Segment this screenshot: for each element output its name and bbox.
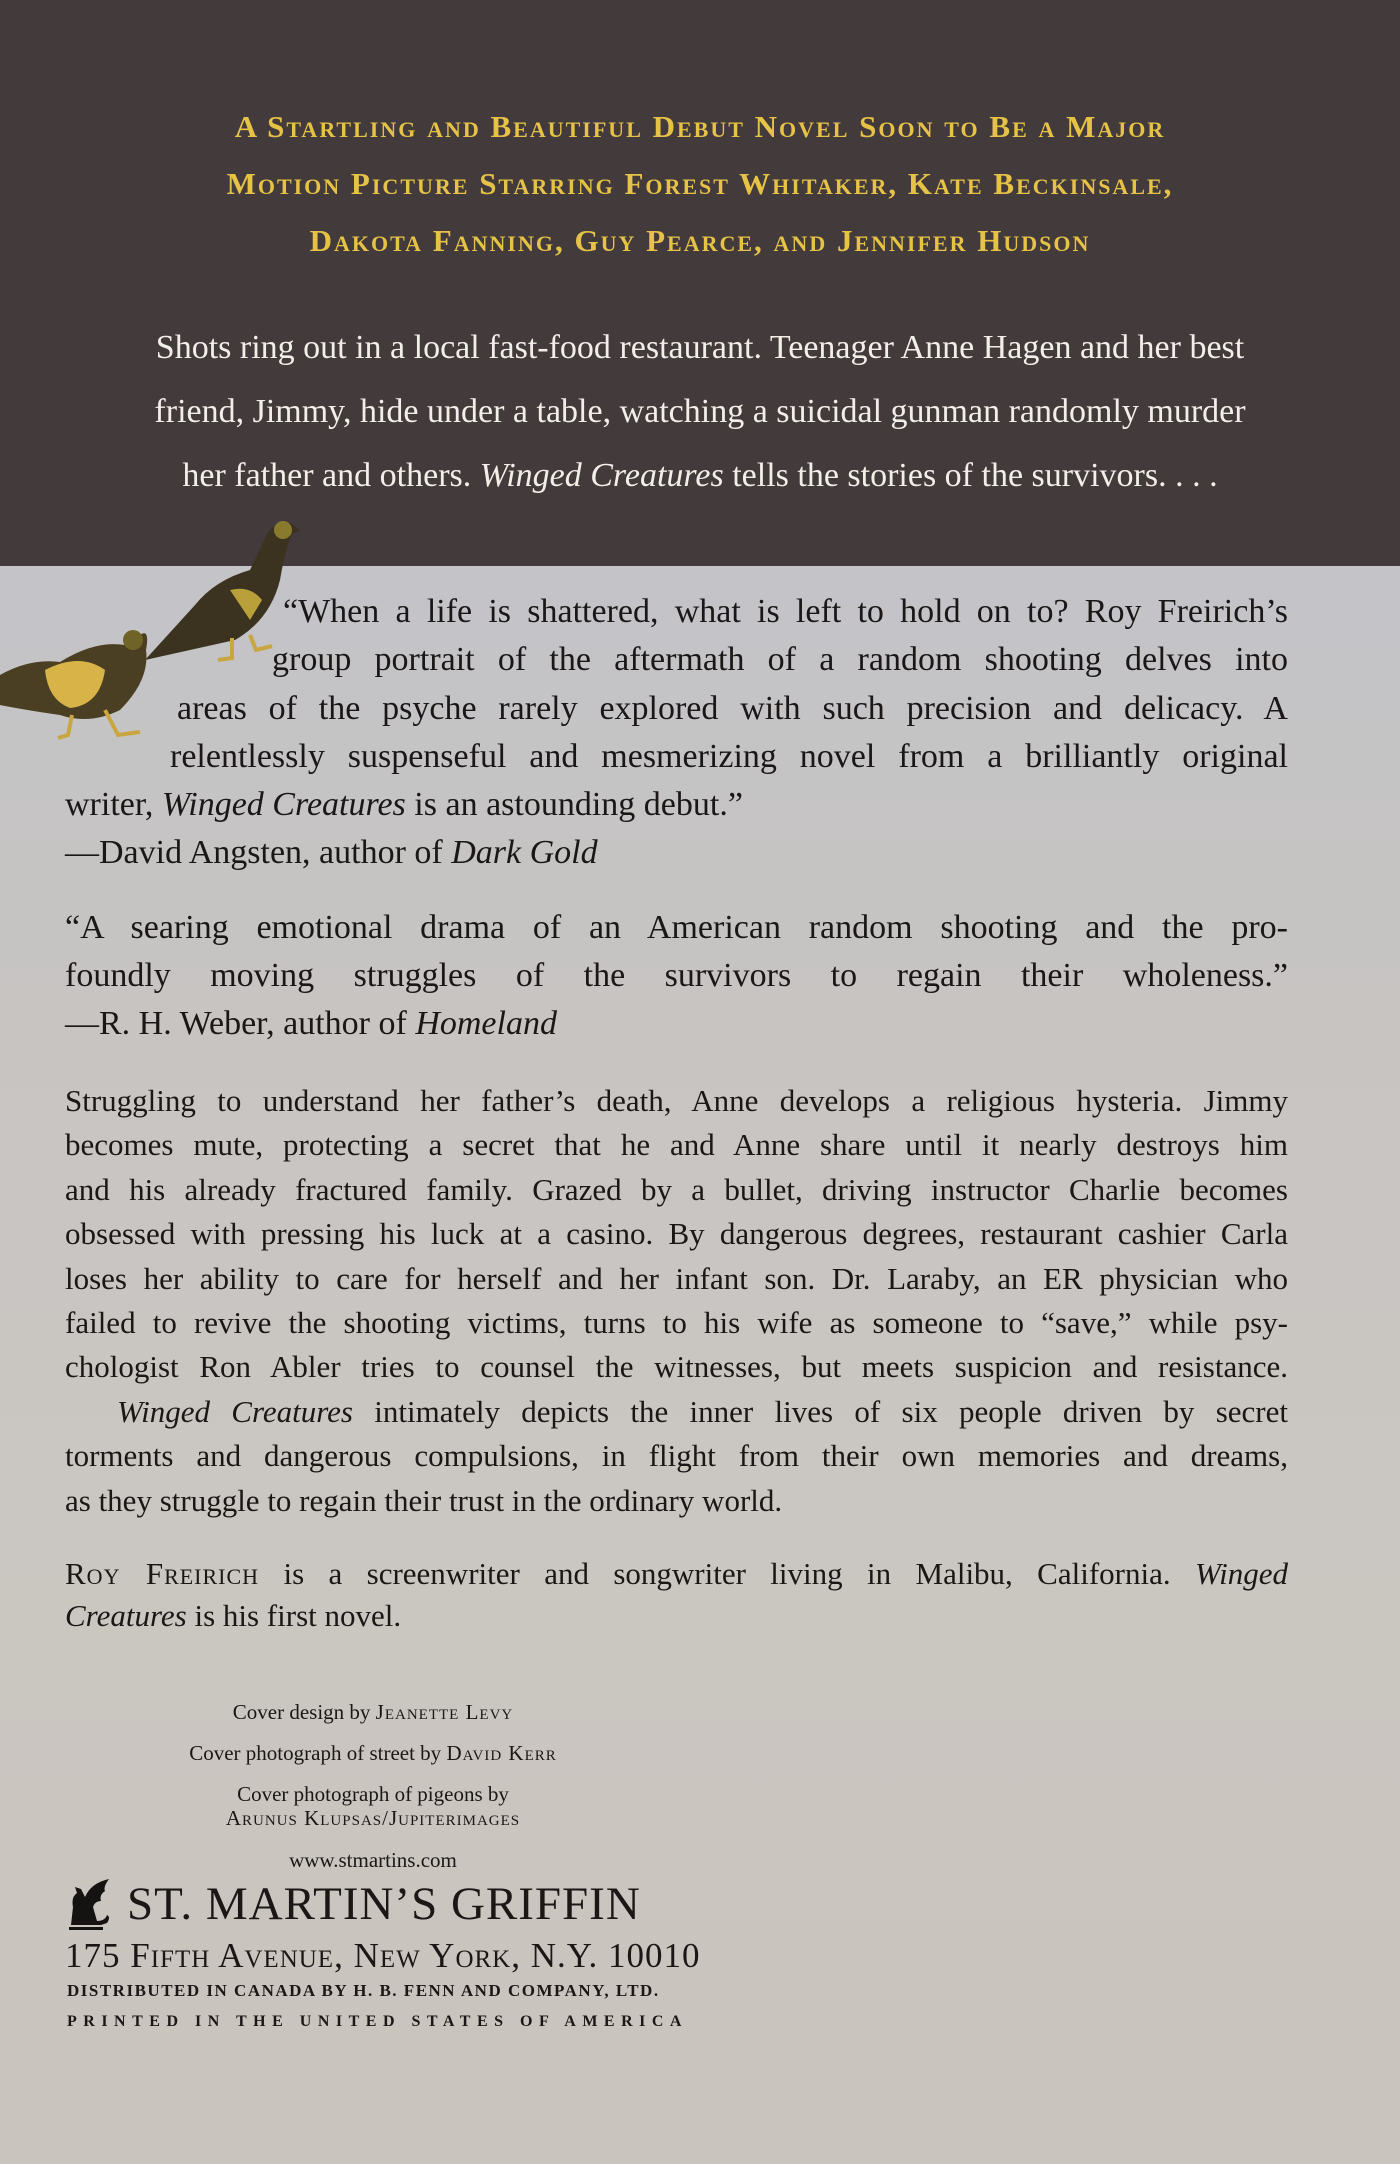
text-segment: relentlessly suspenseful and mesmerizing novel from a brilliantly original <box>170 737 1288 775</box>
italic-title-text: Winged Creatures <box>479 457 724 494</box>
text-segment: is an astounding debut.” <box>405 786 743 824</box>
quote1-line <box>170 733 1288 781</box>
headline-line <box>0 155 1400 212</box>
body-line <box>65 1257 1288 1301</box>
text-segment: Cover photograph of pigeons by <box>237 1782 509 1806</box>
body-line <box>65 1479 1288 1523</box>
text-segment: intimately depicts the inner lives of six people driven by secret <box>352 1393 1288 1429</box>
quote2-line <box>65 952 1288 1000</box>
text-segment: Motion Picture Starring Forest Whitaker, Kate Beckinsale, <box>226 166 1174 201</box>
text-segment: and his already fractured family. Grazed by a bullet, driving instructor Charlie becomes <box>65 1171 1288 1207</box>
body-line <box>65 1168 1288 1212</box>
text-segment: group portrait of the aftermath of a random shooting delves into <box>272 641 1288 679</box>
text-segment: loses her ability to care for herself and her infant son. Dr. Laraby, an ER physician who <box>65 1260 1288 1296</box>
text-segment: chologist Ron Abler tries to counsel the witnesses, but meets suspicion and resistance. <box>65 1349 1288 1385</box>
text-segment: A Startling and Beautiful Debut Novel Soon to Be a Major <box>234 109 1166 144</box>
text-segment: Roy Freirich <box>65 1556 260 1591</box>
tagline-headline <box>0 98 1400 269</box>
griffin-logo-icon <box>65 1877 115 1931</box>
publisher-name: ST. MARTIN’S GRIFFIN <box>127 1878 641 1930</box>
body-line <box>65 1301 1288 1345</box>
text-segment: Struggling to understand her father’s death, Anne develops a religious hysteria. Jimmy <box>65 1083 1288 1118</box>
italic-title-text: Winged Creatures <box>117 1393 353 1429</box>
text-segment: Cover design by <box>232 1700 376 1724</box>
text-segment: —David Angsten, author of <box>65 834 452 872</box>
blurb-quote-weber <box>65 904 1288 1048</box>
text-segment: obsessed with pressing his luck at a casino. By dangerous degrees, restaurant cashier Carla <box>65 1216 1288 1252</box>
text-segment: writer, <box>65 786 162 824</box>
text-segment: Dakota Fanning, Guy Pearce, and Jennifer Hudson <box>309 223 1091 258</box>
text-segment: Jeanette Levy <box>375 1700 514 1724</box>
text-segment: her father and others. <box>182 457 480 494</box>
text-segment: Cover photograph of street by <box>189 1741 447 1765</box>
text-segment: failed to revive the shooting victims, turns to his wife as someone to “save,” while psy- <box>65 1305 1288 1341</box>
publisher-logo <box>65 1876 641 1932</box>
intro-line <box>0 444 1400 508</box>
text-segment: areas of the psyche rarely explored with such precision and delicacy. A <box>177 689 1288 727</box>
body-line <box>117 1390 1288 1434</box>
italic-title-text: Winged <box>1194 1556 1288 1591</box>
text-segment: foundly moving struggles of the survivors to regain their wholeness.” <box>65 957 1288 994</box>
credits-line <box>90 1733 656 1774</box>
text-segment: “A searing emotional drama of an American random shooting and the pro- <box>65 909 1288 946</box>
body-line <box>65 1434 1288 1478</box>
text-segment: tells the stories of the survivors. . . . <box>723 457 1218 494</box>
publisher-address: 175 Fifth Avenue, New York, N.Y. 10010 <box>65 1936 701 1975</box>
body-line <box>65 1345 1288 1389</box>
distribution-notice: DISTRIBUTED IN CANADA BY H. B. FENN AND COMPANY, LTD. <box>67 1981 660 2000</box>
bio-line <box>65 1595 1288 1637</box>
body-line <box>65 1123 1288 1167</box>
text-segment: friend, Jimmy, hide under a table, watching a suicidal gunman randomly murder <box>154 393 1246 430</box>
text-segment: becomes mute, protecting a secret that he and Anne share until it nearly destroys him <box>65 1127 1288 1163</box>
italic-title-text: Homeland <box>415 1005 557 1042</box>
text-segment: David Kerr <box>446 1741 557 1765</box>
printed-notice: PRINTED IN THE UNITED STATES OF AMERICA <box>67 2013 688 2030</box>
text-segment: Arunus Klupsas/Jupiterimages <box>225 1806 521 1830</box>
quote2-line <box>65 1000 1288 1048</box>
author-bio <box>65 1553 1288 1637</box>
quote1-line <box>65 781 1288 829</box>
quote1-line <box>65 829 1288 877</box>
text-segment: “When a life is shattered, what is left to hold on to? Roy Freirich’s <box>283 593 1288 630</box>
quote2-line <box>65 904 1288 952</box>
quote1-line <box>283 588 1288 636</box>
text-segment: as they struggle to regain their trust in the ordinary world. <box>65 1482 783 1518</box>
headline-line <box>0 98 1400 155</box>
text-segment: torments and dangerous compulsions, in flight from their own memories and dreams, <box>65 1438 1288 1474</box>
bio-line <box>65 1553 1288 1595</box>
text-segment: is his first novel. <box>186 1598 402 1633</box>
quote1-line <box>272 636 1288 684</box>
italic-title-text: Winged Creatures <box>161 786 406 824</box>
italic-title-text: Dark Gold <box>451 834 598 872</box>
headline-line <box>0 212 1400 269</box>
cover-credits <box>90 1692 656 1833</box>
text-segment: is a screenwriter and songwriter living in Malibu, California. <box>259 1556 1195 1591</box>
quote1-line <box>177 685 1288 733</box>
body-line <box>65 1079 1288 1123</box>
credits-line <box>90 1692 656 1733</box>
text-segment: —R. H. Weber, author of <box>65 1005 416 1042</box>
blurb-quote-angsten <box>65 588 1288 878</box>
intro-line <box>0 316 1400 380</box>
text-segment: Shots ring out in a local fast-food restaurant. Teenager Anne Hagen and her best <box>155 329 1245 366</box>
body-line <box>65 1212 1288 1256</box>
publisher-url: www.stmartins.com <box>289 1848 457 1872</box>
synopsis-paragraph <box>65 1079 1288 1523</box>
credits-line <box>90 1804 656 1833</box>
intro-line <box>0 380 1400 444</box>
intro-paragraph <box>0 316 1400 508</box>
italic-title-text: Creatures <box>65 1598 187 1633</box>
